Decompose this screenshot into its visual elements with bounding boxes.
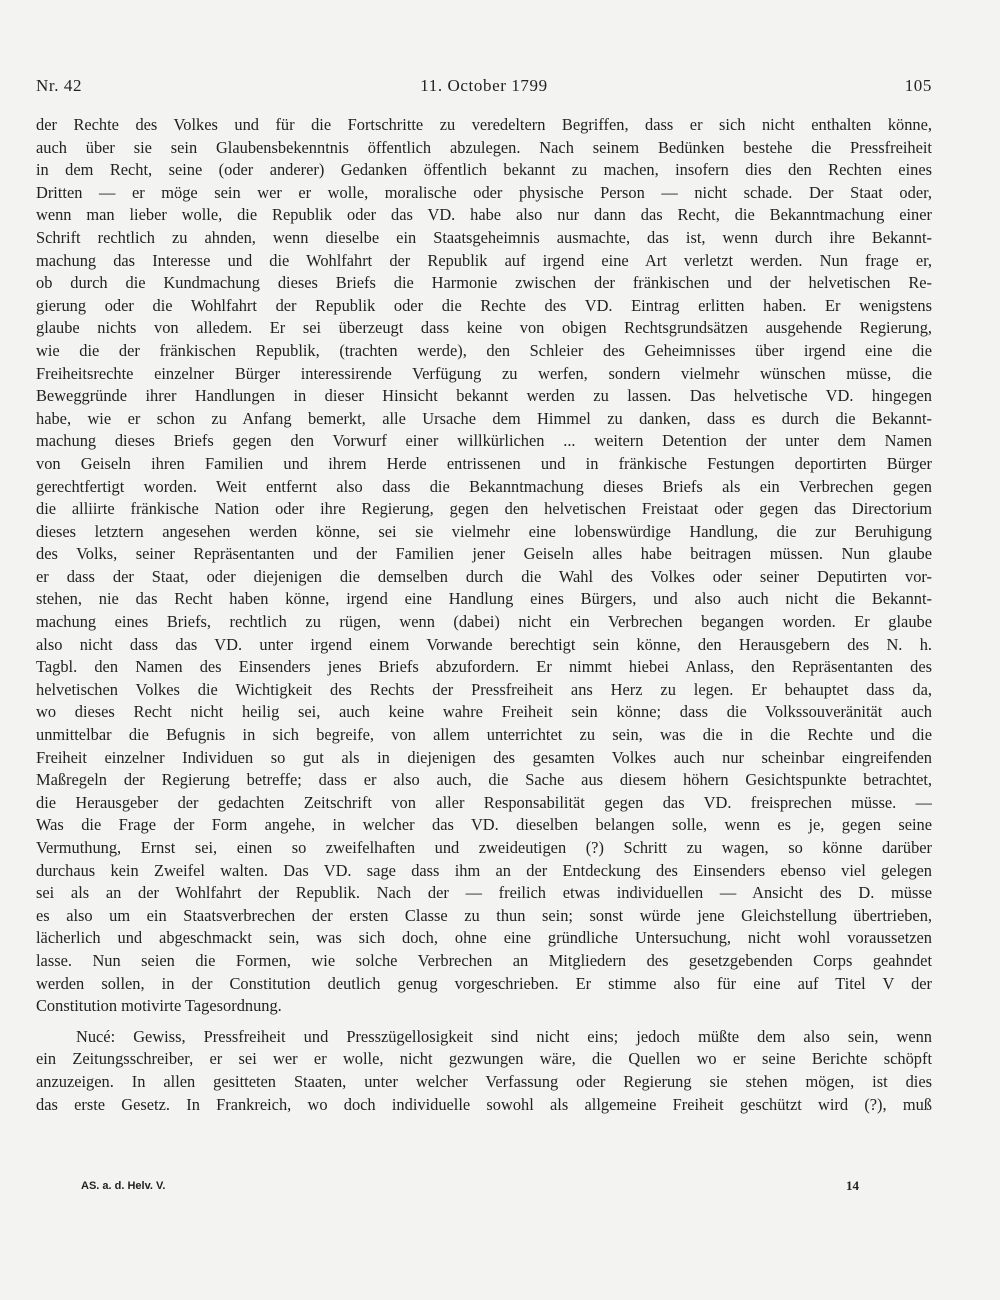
text-line: Freiheit einzelner Individuen so gut als in diejenigen des gesamten Volkes auch nur scheinbar eingreifenden [36,747,932,767]
paragraph-debate-speech [36,114,932,1018]
text-line: in dem Recht, seine (oder anderer) Gedanken öffentlich bekannt zu machen, insofern dies den Rechten eines [36,160,932,180]
text-line: helvetischen Volkes die Wichtigkeit des Rechts der Pressfreiheit ans Herz zu legen. Er behauptet dass da, [36,679,932,699]
text-line: Freiheitsrechte einzelner Bürger interessirende Verfügung zu werfen, sondern vielmehr wünschen müsse, die [36,363,932,383]
text-line: Nucé: Gewiss, Pressfreiheit und Presszügellosigkeit sind nicht eins; jedoch müßte dem also sein, wenn [76,1026,932,1046]
document-date: 11. October 1799 [420,76,548,95]
text-line: Tagbl. den Namen des Einsenders jenes Briefs abzufordern. Er nimmt hiebei Anlass, den Repräsentanten des [36,657,932,677]
text-line: auch über sie sein Glaubensbekenntnis öffentlich abzulegen. Nach seinem Bedünken bestehe die Pressfreiheit [36,137,932,157]
text-line: werden sollen, in der Constitution deutlich genug vorgeschrieben. Er stimme also für eine auf Titel V der [36,973,932,993]
text-line: machung eines Briefs, rechtlich zu rügen, wenn (dabei) nicht ein Verbrechen begangen worden. Er glaube [36,612,932,632]
text-line: sei als an der Wohlfahrt der Republik. Nach der — freilich etwas individuellen — Ansicht des D. müsse [36,883,932,903]
text-line: glaube nichts von alledem. Er sei überzeugt dass keine von obigen Rechtsgrundsätzen ausgehende Regierung, [36,318,932,338]
text-line: wenn man lieber wolle, die Republik oder das VD. habe also nur dann das Recht, die Bekanntmachung einer [36,205,932,225]
text-line: anzuzeigen. In allen gesitteten Staaten, unter welcher Verfassung oder Regierung sie stehen mögen, ist dies [36,1071,932,1091]
text-line: die Herausgeber der gedachten Zeitschrift von aller Responsabilität gegen das VD. freisprechen müsse. — [36,792,932,812]
text-line: durchaus kein Zweifel walten. Das VD. sage dass ihm an der Entdeckung des Einsenders ebenso viel gelegen [36,860,932,880]
text-line: machung das Interesse und die Wohlfahrt der Republik auf irgend eine Art verletzt werden. Nun frage er, [36,250,932,270]
text-line: wo dieses Recht nicht heilig sei, auch keine wahre Freiheit sein könne; dass die Volkssouveränität auch [36,702,932,722]
text-line: dieses letztern angesehen werden könne, sei sie vielmehr eine lobenswürdige Handlung, die zur Beruhigung [36,521,932,541]
running-head [36,76,932,100]
text-line: Vermuthung, Ernst sei, einen so zweifelhaften und zweideutigen (?) Schritt zu wagen, so könne darüber [36,838,932,857]
text-line: unmittelbar die Befugnis in sich begreife, von allem unterrichtet zu sein, was die in die Rechte und die [36,725,932,745]
text-line: wie die der fränkischen Republik, (trachten werde), den Schleier des Geheimnisses über irgend eine die [36,340,932,360]
text-line: lasse. Nun seien die Formen, wie solche Verbrechen an Mitgliedern des gesetzgebenden Corps geahndet [36,950,932,970]
document-number: Nr. 42 [36,76,83,95]
text-line: von Geiseln ihren Familien und ihrem Herde entrissenen und in fränkische Festungen deportirten Bürger [36,453,932,473]
text-line: Was die Frage der Form angehe, in welcher das VD. dieselben belangen solle, wenn es je, gegen seine [36,815,932,835]
text-line: gerechtfertigt worden. Weit entfernt also dass die Bekanntmachung dieses Briefs als ein Verbrechen gegen [36,476,932,496]
text-line: lächerlich und abgeschmackt sein, was sich doch, ohne eine gründliche Untersuchung, nicht wohl voraussetzen [36,928,932,948]
source-reference: AS. a. d. Helv. V. [81,1180,166,1192]
text-line: die alliirte fränkische Nation oder ihre Regierung, gegen den helvetischen Freistaat oder gegen das Directorium [36,499,932,519]
text-line: Beweggründe ihrer Handlungen in dieser Hinsicht bekannt werden zu lassen. Das helvetische VD. hingegen [36,386,932,406]
text-line: Constitution motivirte Tagesordnung. [36,996,282,1016]
text-line: der Rechte des Volkes und für die Fortschritte zu veredeltern Begriffen, dass er sich nicht enthalten könne, [36,115,932,134]
text-line: er dass der Staat, oder diejenigen die demselben durch die Wahl des Volkes oder seiner Deputirten vor- [36,566,932,586]
text-line: Maßregeln der Regierung betreffe; dass er also auch, die Sache aus diesem höhern Gesichtspunkte betrachtet, [36,770,932,790]
text-line: stehen, nie das Recht haben könne, irgend eine Handlung eines Bürgers, und also auch nicht die Bekannt- [36,589,932,609]
text-line: ob durch die Kundmachung dieses Briefs die Harmonie zwischen der fränkischen und der helvetischen Re- [36,273,932,293]
page-footer [36,1178,932,1198]
text-line: habe, wie er schon zu Anfang bemerkt, alle Ursache dem Himmel zu danken, dass es durch die Bekannt- [36,408,932,428]
signature-mark: 14 [846,1178,859,1193]
body-text [36,114,932,1116]
text-line: es also um ein Staatsverbrechen der ersten Classe zu thun sein; sonst würde jene Gleichstellung übertrieben, [36,905,932,925]
text-line: ein Zeitungsschreiber, er sei wer er wolle, nicht gezwungen wäre, die Quellen wo er seine Berichte schöpft [36,1049,932,1069]
text-line: des Volks, seiner Repräsentanten und der Familien jener Geiseln alles habe beitragen müssen. Nun glaube [36,544,932,564]
text-line: das erste Gesetz. In Frankreich, wo doch individuelle sowohl als allgemeine Freiheit geschützt wird (?), muß [36,1094,932,1114]
paragraph-nuce-speech [36,1026,932,1116]
text-line: Dritten — er möge sein wer er wolle, moralische oder physische Person — nicht schade. Der Staat oder, [36,182,932,202]
text-line: gierung oder die Wohlfahrt der Republik oder die Rechte des VD. Eintrag erlitten haben. Er wenigstens [36,295,932,315]
document-page [36,0,932,1300]
page-number: 105 [904,76,932,95]
text-line: machung dieses Briefs gegen den Vorwurf einer willkürlichen ... weitern Detention der unter dem Namen [36,431,932,451]
text-line: also nicht dass das VD. unter irgend einem Vorwande berechtigt sein könne, den Herausgebern des N. h. [36,634,932,654]
text-line: Schrift rechtlich zu ahnden, wenn dieselbe ein Staatsgeheimnis ausmachte, das ist, wenn durch ihre Bekannt- [36,227,932,247]
